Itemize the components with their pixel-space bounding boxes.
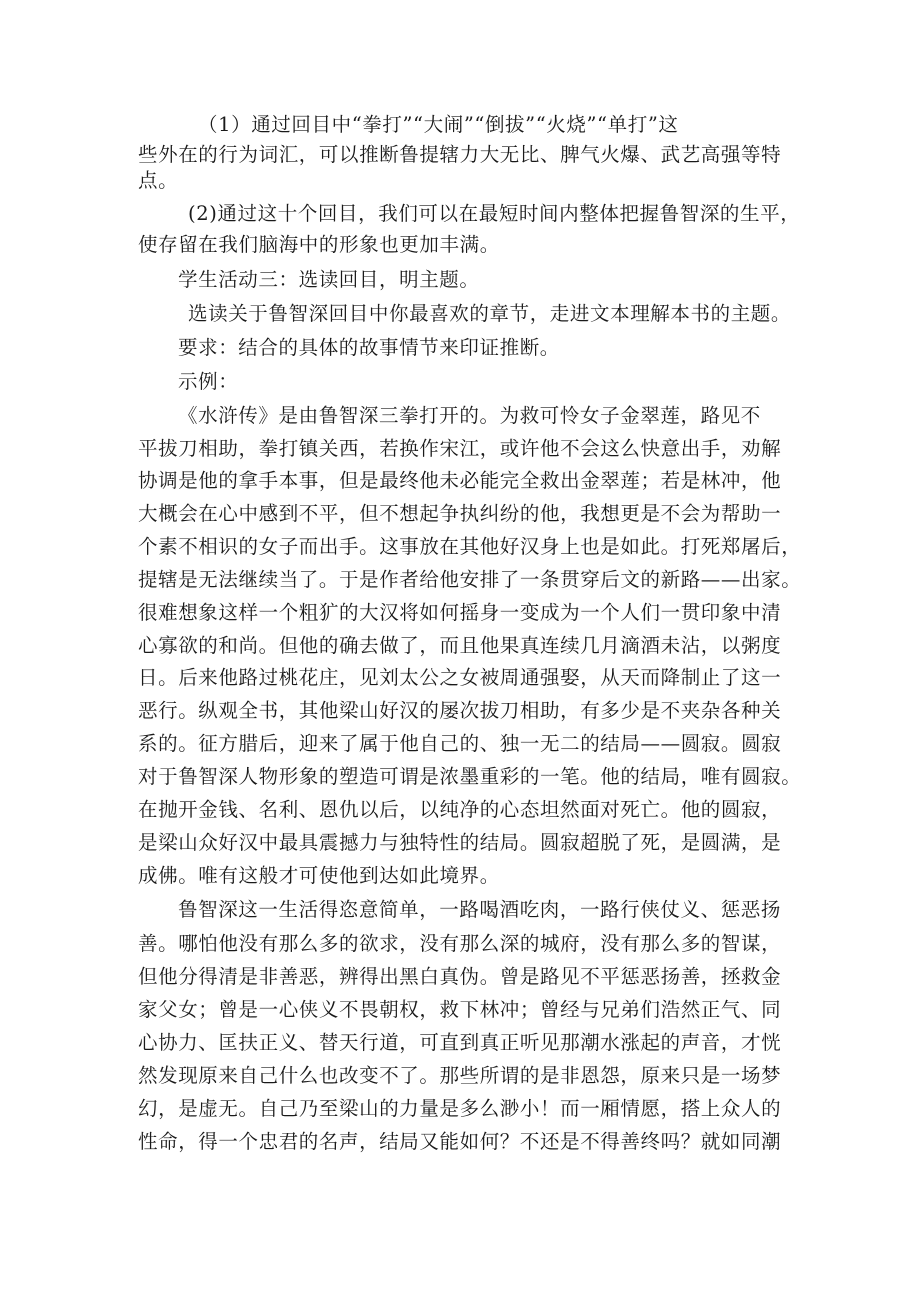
example-paragraph-line-6: 提辖是无法继续当了。于是作者给他安排了一条贯穿后文的新路——出家。 — [138, 568, 802, 591]
paragraph-1-line-3: 点。 — [138, 169, 179, 192]
example-paragraph-line-4: 大概会在心中感到不平，但不想起争执纠纷的他，我想更是不会为帮助一 — [138, 502, 782, 525]
example-paragraph-line-9: 日。后来他路过桃花庄，见刘太公之女被周通强娶，从天而降制止了这一 — [138, 666, 782, 689]
example-paragraph-line-3: 协调是他的拿手本事，但是最终他未必能完全救出金翠莲；若是林冲，他 — [138, 469, 782, 492]
requirement-text: 要求：结合的具体的故事情节来印证推断。 — [178, 336, 560, 359]
example-paragraph-line-13: 在抛开金钱、名利、恩仇以后，以纯净的心态坦然面对死亡。他的圆寂， — [138, 798, 782, 821]
closing-paragraph-line-1: 鲁智深这一生活得恣意简单，一路喝酒吃肉，一路行侠仗义、惩恶扬 — [178, 898, 782, 921]
paragraph-2-line-1: (2)通过这十个回目，我们可以在最短时间内整体把握鲁智深的生平， — [188, 202, 801, 225]
example-paragraph-line-7: 很难想象这样一个粗犷的大汉将如何摇身一变成为一个人们一贯印象中清 — [138, 601, 782, 624]
paragraph-1-line-1: （1）通过回目中“拳打”“大闹”“倒拔”“火烧”“单打”这 — [198, 113, 679, 136]
paragraph-2-line-2: 使存留在我们脑海中的形象也更加丰满。 — [138, 233, 500, 256]
closing-paragraph-line-4: 家父女；曾是一心侠义不畏朝权，救下林冲；曾经与兄弟们浩然正气、同 — [138, 998, 782, 1021]
paragraph-1-line-2: 些外在的行为词汇，可以推断鲁提辖力大无比、脾气火爆、武艺高强等特 — [138, 143, 782, 166]
example-paragraph-line-14: 是梁山众好汉中最具震撼力与独特性的结局。圆寂超脱了死，是圆满，是 — [138, 831, 782, 854]
closing-paragraph-line-8: 性命，得一个忠君的名声，结局又能如何？不还是不得善终吗？就如同潮 — [138, 1130, 782, 1153]
example-paragraph-line-8: 心寡欲的和尚。但他的确去做了，而且他果真连续几月滴酒未沾，以粥度 — [138, 634, 782, 657]
closing-paragraph-line-7: 幻，是虚无。自己乃至梁山的力量是多么渺小！而一厢情愿，搭上众人的 — [138, 1097, 782, 1120]
example-paragraph-line-11: 系的。征方腊后，迎来了属于他自己的、独一无二的结局——圆寂。圆寂 — [138, 732, 782, 755]
closing-paragraph-line-3: 但他分得清是非善恶，辨得出黑白真伪。曾是路见不平惩恶扬善，拯救金 — [138, 965, 782, 988]
example-paragraph-line-1: 《水浒传》是由鲁智深三拳打开的。为救可怜女子金翠莲，路见不 — [178, 404, 761, 427]
closing-paragraph-line-2: 善。哪怕他没有那么多的欲求，没有那么深的城府，没有那么多的智谋， — [138, 932, 782, 955]
example-paragraph-line-12: 对于鲁智深人物形象的塑造可谓是浓墨重彩的一笔。他的结局，唯有圆寂。 — [138, 765, 802, 788]
closing-paragraph-line-6: 然发现原来自己什么也改变不了。那些所谓的是非恩怨，原来只是一场梦 — [138, 1064, 782, 1087]
closing-paragraph-line-5: 心协力、匡扶正义、替天行道，可直到真正听见那潮水涨起的声音，才恍 — [138, 1031, 782, 1054]
example-paragraph-line-5: 个素不相识的女子而出手。这事放在其他好汉身上也是如此。打死郑屠后， — [138, 535, 802, 558]
example-label: 示例： — [178, 370, 239, 393]
instruction-text: 选读关于鲁智深回目中你最喜欢的章节，走进文本理解本书的主题。 — [188, 302, 792, 325]
activity-heading: 学生活动三：选读回目，明主题。 — [178, 268, 480, 291]
example-paragraph-line-15: 成佛。唯有这般才可使他到达如此境界。 — [138, 864, 500, 887]
example-paragraph-line-2: 平拔刀相助，拳打镇关西，若换作宋江，或许他不会这么快意出手，劝解 — [138, 437, 782, 460]
example-paragraph-line-10: 恶行。纵观全书，其他梁山好汉的屡次拔刀相助，有多少是不夹杂各种关 — [138, 699, 782, 722]
